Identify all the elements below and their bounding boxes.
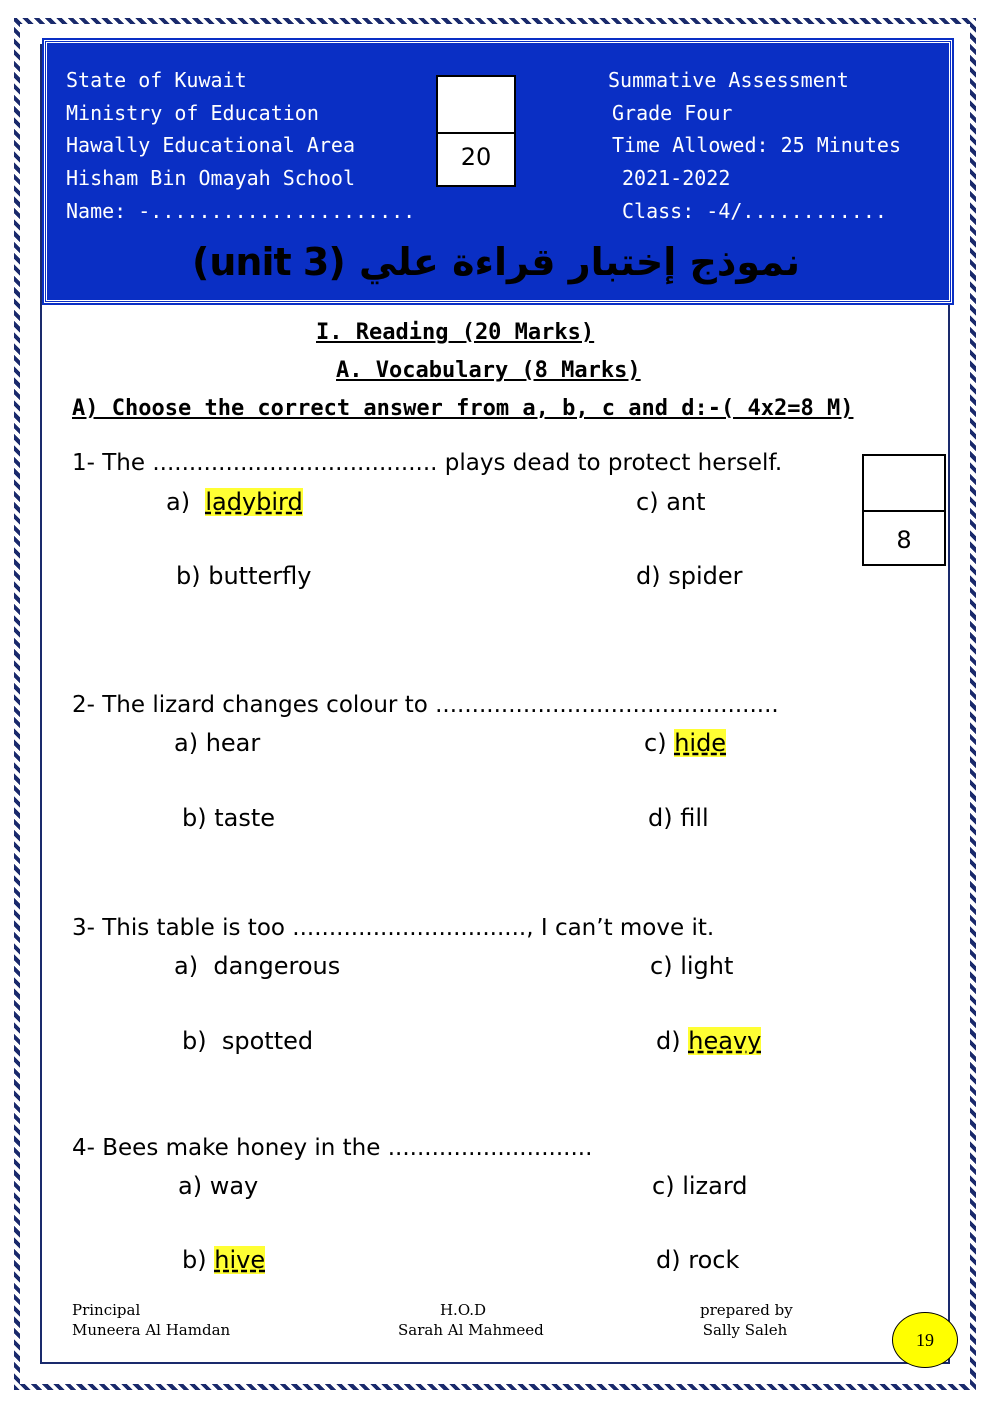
hod-signature: H.O.D Sarah Al Mahmeed — [398, 1301, 544, 1339]
q3-option-a: a) dangerous — [174, 952, 341, 980]
question-1: 1- The ....................................... plays dead to protect herself. — [72, 450, 783, 476]
vocabulary-title: A. Vocabulary (8 Marks) — [336, 358, 641, 383]
principal-signature: Principal Muneera Al Hamdan — [72, 1301, 231, 1339]
q1-option-b: b) butterfly — [176, 562, 312, 590]
q4-option-a: a) way — [178, 1172, 259, 1200]
header-class-field: Class: -4/............ — [622, 199, 887, 223]
q1-option-a: a) ladybird — [166, 488, 303, 516]
header-state: State of Kuwait — [66, 68, 247, 92]
q3-answer: heavy — [688, 1027, 762, 1055]
page-number: 19 — [892, 1312, 958, 1368]
header-assessment: Summative Assessment — [608, 68, 849, 92]
q2-option-b: b) taste — [182, 804, 276, 832]
q1-option-c: c) ant — [636, 488, 706, 516]
q4-option-c: c) lizard — [652, 1172, 748, 1200]
total-score: 20 — [460, 143, 492, 171]
q4-option-b: b) hive — [182, 1246, 266, 1274]
q2-option-d: d) fill — [648, 804, 709, 832]
reading-title: I. Reading (20 Marks) — [316, 320, 595, 345]
header-name-field: Name: -...................... — [66, 199, 416, 223]
q1-answer: ladybird — [205, 488, 303, 516]
q3-option-d: d) heavy — [656, 1027, 762, 1055]
header-time: Time Allowed: 25 Minutes — [612, 133, 901, 157]
instruction: A) Choose the correct answer from a, b, c and d:-( 4x2=8 M) — [72, 396, 854, 421]
vocab-mark: 8 — [896, 526, 912, 554]
question-4: 4- Bees make honey in the ............................ — [72, 1135, 593, 1161]
header-ministry: Ministry of Education — [66, 101, 319, 125]
q2-option-c: c) hide — [644, 729, 727, 757]
q2-answer: hide — [674, 729, 727, 757]
total-score-box — [436, 75, 516, 187]
preparer-signature: prepared by Sally Saleh — [700, 1301, 793, 1339]
header-grade: Grade Four — [612, 101, 733, 125]
q3-option-b: b) spotted — [182, 1027, 314, 1055]
arabic-title: نموذج إختبار قراءة علي (unit 3) — [192, 240, 800, 284]
header-school: Hisham Bin Omayah School — [66, 166, 355, 190]
question-3: 3- This table is too ................................, I can’t move it. — [72, 915, 715, 941]
q4-answer: hive — [214, 1246, 266, 1274]
q3-option-c: c) light — [650, 952, 734, 980]
q1-option-d: d) spider — [636, 562, 743, 590]
question-2: 2- The lizard changes colour to ............................................... — [72, 692, 779, 718]
header-year: 2021-2022 — [622, 166, 731, 190]
q4-option-d: d) rock — [656, 1246, 740, 1274]
header-area: Hawally Educational Area — [66, 133, 355, 157]
q2-option-a: a) hear — [174, 729, 261, 757]
vocab-mark-box — [862, 454, 946, 566]
